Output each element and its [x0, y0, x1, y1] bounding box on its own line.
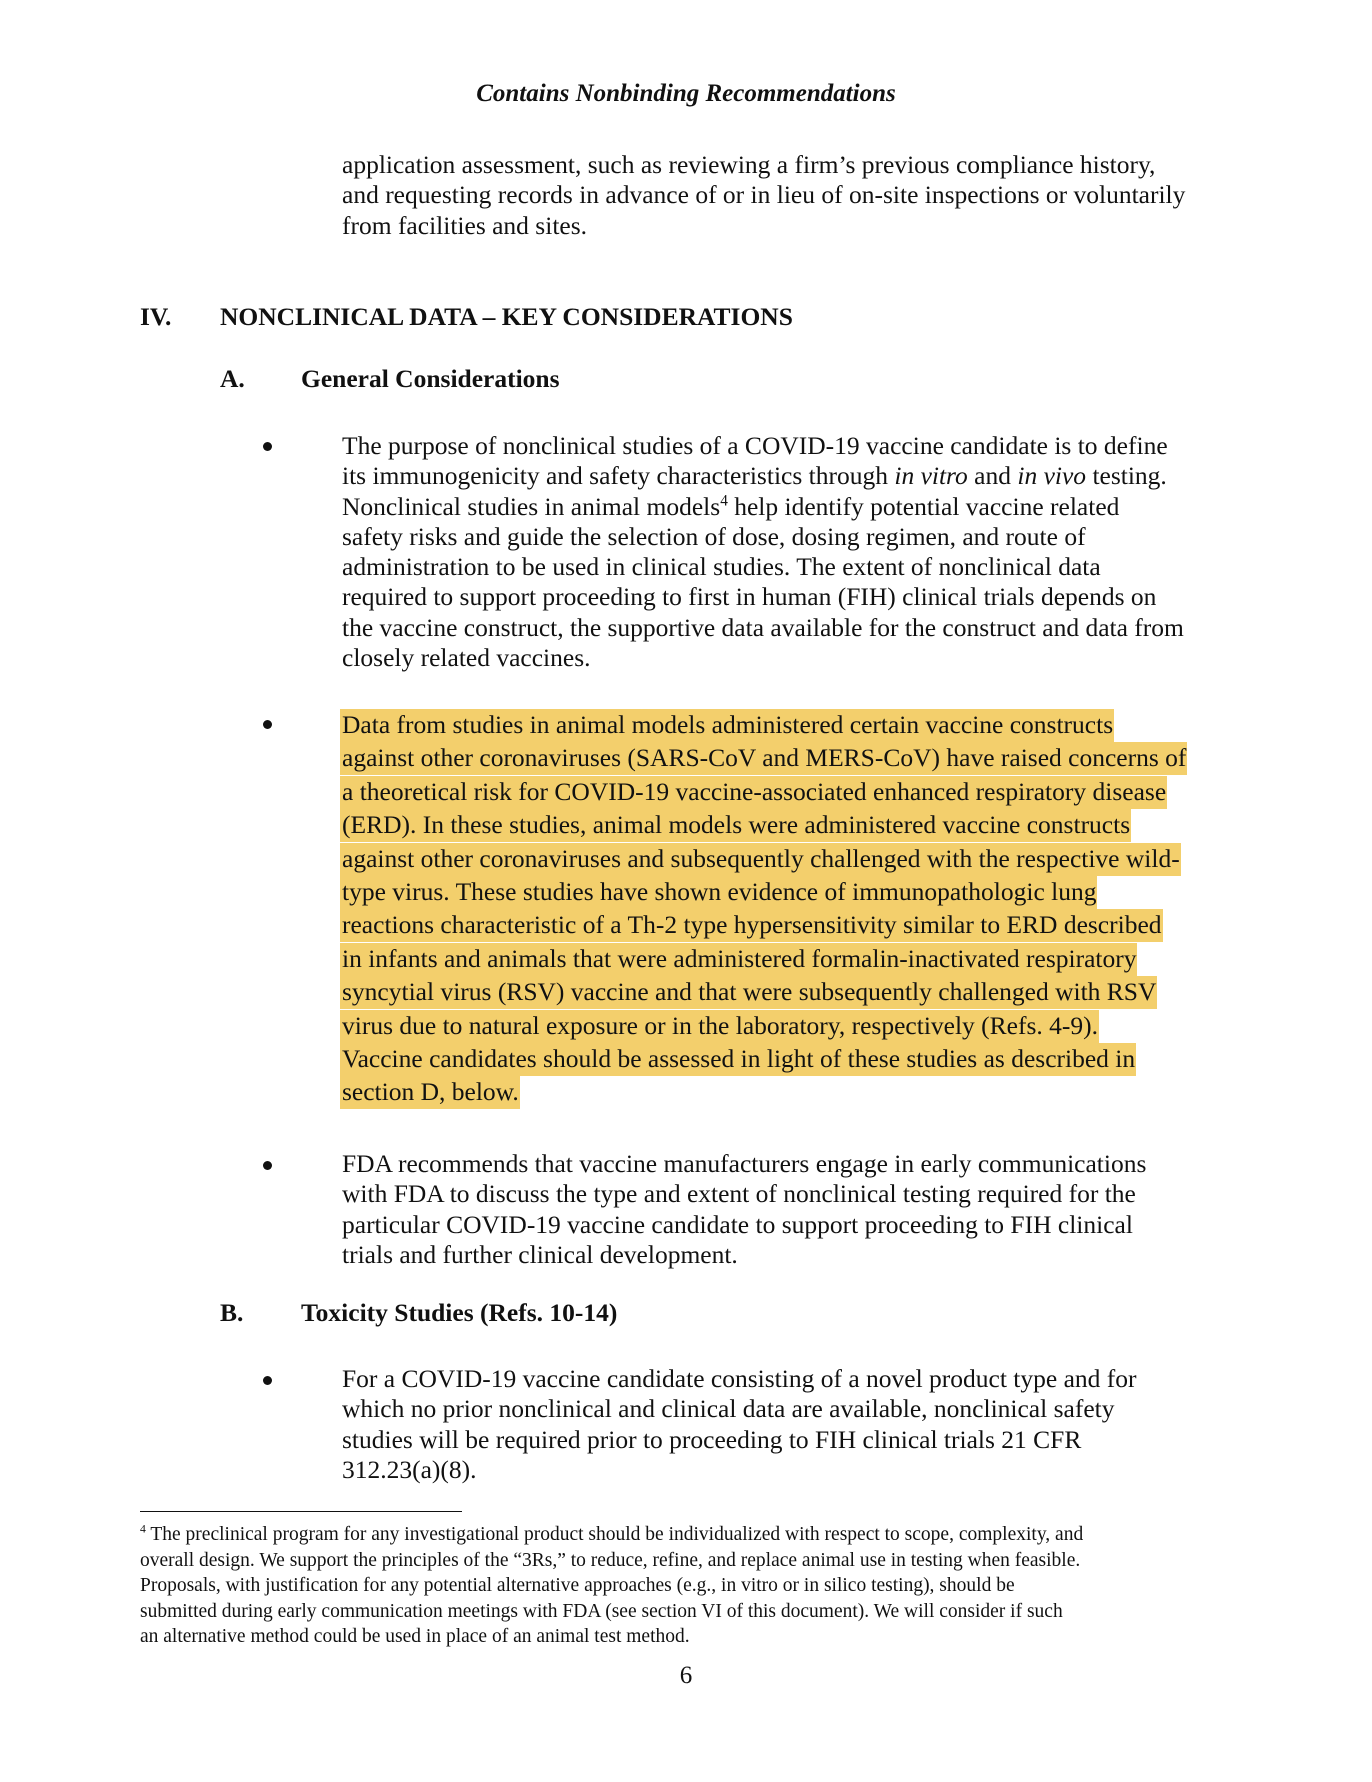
highlighted-line: virus due to natural exposure or in the laboratory, respectively (Refs. 4-9). — [340, 1010, 1099, 1043]
bullet-paragraph — [342, 1364, 1242, 1485]
text-line: with FDA to discuss the type and extent of nonclinical testing required for the — [342, 1179, 1136, 1209]
bullet-icon — [263, 1161, 272, 1170]
subsection-title: Toxicity Studies (Refs. 10-14) — [301, 1298, 618, 1327]
highlighted-line: syncytial virus (RSV) vaccine and that were subsequently challenged with RSV — [340, 976, 1157, 1009]
text-line: administration to be used in clinical studies. The extent of nonclinical data — [342, 552, 1101, 582]
text-line: particular COVID-19 vaccine candidate to support proceeding to FIH clinical — [342, 1209, 1133, 1239]
text-line: its immunogenicity and safety characteristics through in vitro and in vivo testing. — [342, 461, 1167, 491]
text-line: the vaccine construct, the supportive data available for the construct and data from — [342, 612, 1184, 642]
subsection-letter: A. — [220, 364, 245, 393]
footnote-line: Proposals, with justification for any potential alternative approaches (e.g., in vitro or in silico testing), should be — [140, 1575, 1015, 1597]
highlighted-line: Data from studies in animal models administered certain vaccine constructs — [340, 709, 1114, 742]
bullet-icon — [263, 1376, 272, 1385]
highlighted-line: type virus. These studies have shown evidence of immunopathologic lung — [340, 876, 1097, 909]
text-line: Nonclinical studies in animal models$^4$ help identify potential vaccine related — [342, 491, 1120, 521]
bullet-icon — [263, 720, 272, 729]
subsection-title: General Considerations — [301, 364, 560, 393]
section-number: IV. — [140, 302, 172, 331]
bullet-paragraph — [342, 431, 1242, 673]
highlighted-line: against other coronaviruses (SARS-CoV and MERS-CoV) have raised concerns of — [340, 742, 1187, 775]
text-line: from facilities and sites. — [342, 210, 588, 240]
highlighted-line: Vaccine candidates should be assessed in light of these studies as described in — [340, 1043, 1136, 1076]
italic-term: in vivo — [1017, 461, 1087, 491]
footnote-divider — [140, 1511, 462, 1512]
highlighted-line: section D, below. — [340, 1076, 520, 1109]
text-line: FDA recommends that vaccine manufacturers engage in early communications — [342, 1149, 1147, 1178]
text-line: which no prior nonclinical and clinical data are available, nonclinical safety — [342, 1394, 1115, 1424]
footnote-line: $^4$ The preclinical program for any investigational product should be individualized with respect to scope, complexity, and — [140, 1522, 1084, 1545]
text-line: trials and further clinical development. — [342, 1239, 738, 1269]
page-header: Contains Nonbinding Recommendations — [476, 80, 896, 107]
text-line: application assessment, such as reviewing a firm’s previous compliance history, — [342, 150, 1156, 179]
text-line: required to support proceeding to first in human (FIH) clinical trials depends on — [342, 582, 1157, 612]
highlighted-line: against other coronaviruses and subsequently challenged with the respective wild- — [340, 843, 1181, 876]
intro-paragraph — [342, 150, 1242, 241]
highlighted-line: (ERD). In these studies, animal models were administered vaccine constructs — [340, 809, 1131, 842]
footnote-ref[interactable]: 4 — [720, 492, 728, 510]
highlighted-line: reactions characteristic of a Th-2 type hypersensitivity similar to ERD described — [340, 909, 1163, 942]
footnote — [140, 1522, 1270, 1650]
footnote-line: overall design. We support the principles of the “3Rs,” to reduce, refine, and replace animal use in testing when feasible. — [140, 1549, 1081, 1571]
footnote-line: an alternative method could be used in place of an animal test method. — [140, 1626, 690, 1648]
footnote-marker: 4 — [140, 1522, 146, 1536]
text-line: The purpose of nonclinical studies of a COVID-19 vaccine candidate is to define — [342, 431, 1168, 460]
highlighted-paragraph — [342, 708, 1242, 1109]
bullet-paragraph — [342, 1149, 1242, 1270]
italic-term: in vitro — [894, 461, 968, 491]
text-line: and requesting records in advance of or in lieu of on-site inspections or voluntarily — [342, 180, 1186, 210]
highlighted-line: a theoretical risk for COVID-19 vaccine-associated enhanced respiratory disease — [340, 776, 1167, 809]
footnote-line: submitted during early communication meetings with FDA (see section VI of this document). We will consider if such — [140, 1600, 1063, 1622]
highlighted-line: in infants and animals that were administered formalin-inactivated respiratory — [340, 943, 1137, 976]
text-line: For a COVID-19 vaccine candidate consisting of a novel product type and for — [342, 1364, 1137, 1393]
text-line: 312.23(a)(8). — [342, 1454, 477, 1484]
section-title: NONCLINICAL DATA – KEY CONSIDERATIONS — [220, 302, 793, 331]
page-number: 6 — [679, 1662, 693, 1689]
subsection-letter: B. — [220, 1298, 244, 1327]
text-line: closely related vaccines. — [342, 643, 591, 673]
bullet-icon — [263, 442, 272, 451]
text-line: safety risks and guide the selection of dose, dosing regimen, and route of — [342, 521, 1086, 551]
text-line: studies will be required prior to proceeding to FIH clinical trials 21 CFR — [342, 1424, 1082, 1454]
